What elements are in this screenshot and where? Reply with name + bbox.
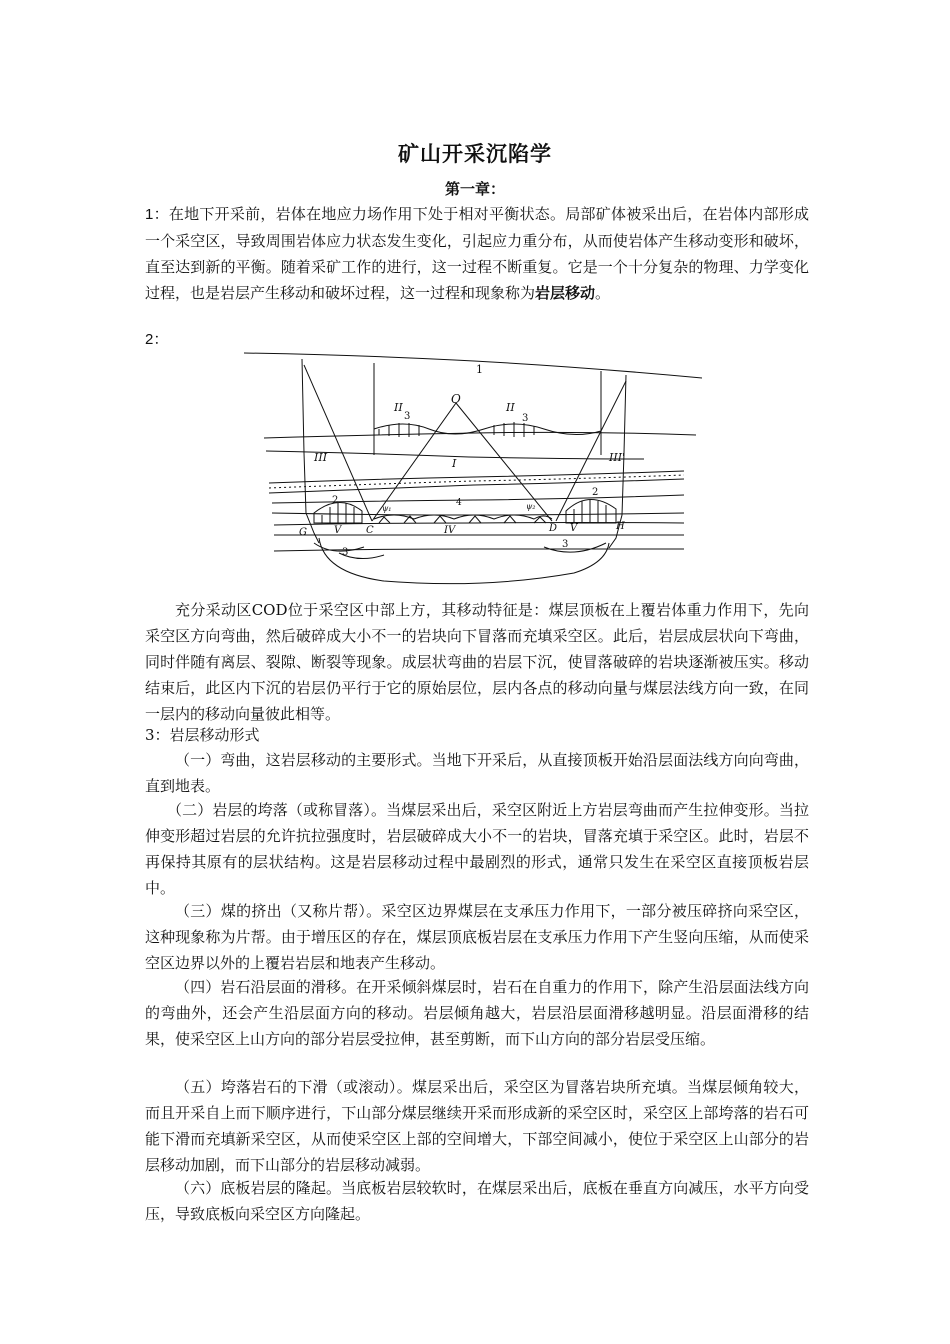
paragraph-6: （二）岩层的垮落（或称冒落）。当煤层采出后，采空区附近上方岩层弯曲而产生拉伸变形。当拉伸变形超过岩层的允许抗拉强度时，岩层破碎成大小不一的岩块，冒落充填于采空区。此时，岩层不再保持其原有的层状结构。这是岩层移动过程中最剧烈的形式，通常只发生在采空区直接顶板岩层中。 [145,801,809,897]
ground-surface [244,353,702,378]
label-iii-left: III [314,451,328,464]
label-2b: 2 [592,487,599,498]
label-psi1: ψ₁ [382,504,392,513]
floor-curve-right [544,543,606,552]
label-3a: 3 [404,411,411,422]
label-d: D [549,523,558,534]
caved-zone-top [374,515,552,519]
label-4: 4 [456,498,462,508]
paragraph-4-heading: 3：岩层移动形式 [145,726,260,744]
caved-blocks [379,516,546,523]
label-iv: IV [444,525,456,536]
label-v-left: V [334,525,342,536]
paragraph-number: 2： [145,331,169,348]
paragraph-8: （四）岩石沿层面的滑移。在开采倾斜煤层时，岩石在自重力的作用下，除产生沿层面法线方向的弯曲外，还会产生沿层面方向的移动。岩层倾角越大，岩层沿层面滑移越明显。沿层面滑移的结果，使采空区上山方向的部分岩层受拉伸，甚至剪断，而下山方向的部分岩层受压缩。 [145,978,809,1048]
label-3c: 3 [342,547,349,558]
paragraph-3: 充分采动区COD位于采空区中部上方，其移动特征是：煤层顶板在上覆岩体重力作用下，先向采空区方向弯曲，然后破碎成大小不一的岩块向下冒落而充填采空区。此后，岩层成层状向下弯曲，同时伴随有离层、裂隙、断裂等现象。成层状弯曲的岩层下沉，使冒落破碎的岩块逐渐被压实。移动结束后，此区内下沉的岩层仍平行于它的原始层位，层内各点的移动向量与煤层法线方向一致，在同一层内的移动向量彼此相等。 [145,601,809,723]
key-term: 岩层移动 [535,284,596,302]
strata-diagram [244,343,714,593]
label-3d: 3 [562,539,569,550]
label-o: O [451,392,461,406]
label-1: 1 [476,363,483,376]
label-v-right: V [570,523,578,534]
paragraph-1 [145,201,809,306]
strata-movement-figure [244,343,714,593]
paragraph-10: （六）底板岩层的隆起。当底板岩层较软时，在煤层采出后，底板在垂直方向减压，水平方向受压，导致底板向采空区方向隆起。 [145,1179,809,1223]
paragraph-1-text: 在地下开采前，岩体在地应力场作用下处于相对平衡状态。局部矿体被采出后，在岩体内部形成一个采空区，导致周围岩体应力状态发生变化，引起应力重分布，从而使岩体产生移动变形和破坏，直至达到新的平衡。随着采矿工作的进行，这一过程不断重复。它是一个十分复杂的物理、力学变化过程，也是岩层产生移动和破坏过程，这一过程和现象称为 [145,205,809,302]
label-psi2: ψ₂ [526,502,536,511]
label-g: G [299,527,307,538]
paragraph-5: （一）弯曲，这岩层移动的主要形式。当地下开采后，从直接顶板开始沿层面法线方向向弯曲，直到地表。 [145,751,809,795]
label-c: C [366,525,374,536]
label-ii-left: II [394,401,403,414]
compression-hatch [322,499,606,523]
label-iii-right: III' [609,451,626,464]
label-3b: 3 [522,413,529,424]
paragraph-number: 1： [145,206,169,223]
label-h: H [616,521,625,532]
label-ii-right: II [506,401,515,414]
paragraph-7: （三）煤的挤出（又称片帮）。采空区边界煤层在支承压力作用下，一部分被压碎挤向采空区，这种现象称为片帮。由于增压区的存在，煤层顶底板岩层在支承压力作用下产生竖向压缩，从而使采空区边界以外的上覆岩岩层和地表产生移动。 [145,902,809,972]
chapter-heading: 第一章： [444,180,505,198]
label-i: I [452,457,457,470]
paragraph-1-end: 。 [595,284,611,302]
stratum-line-1 [264,432,696,438]
label-2a: 2 [332,495,339,506]
paragraph-9: （五）垮落岩石的下滑（或滚动）。煤层采出后，采空区为冒落岩块所充填。当煤层倾角较大，而且开采自上而下顺序进行，下山部分煤层继续开采而形成新的采空区时，采空区上部垮落的岩石可能下滑而充填新采空区，从而使采空区上部的空间增大，下部空间减小，使位于采空区上山部分的岩层移动加剧，而下山部分的岩层移动减弱。 [145,1078,809,1174]
page-title: 矿山开采沉陷学 [398,141,552,166]
